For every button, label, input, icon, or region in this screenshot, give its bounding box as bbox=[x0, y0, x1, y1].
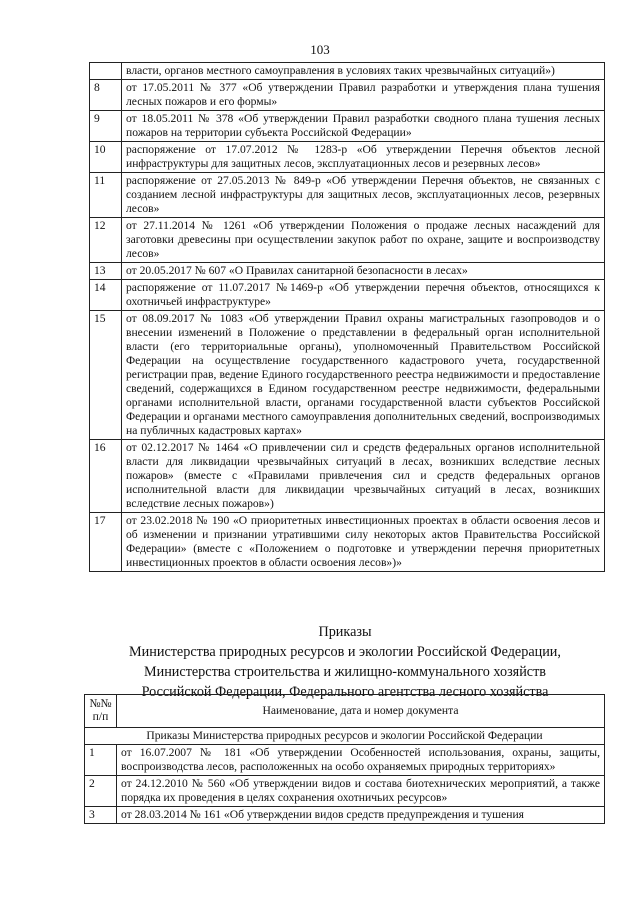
row-number: 10 bbox=[90, 142, 122, 173]
document-title: от 20.05.2017 № 607 «О Правилах санитарной безопасности в лесах» bbox=[122, 263, 605, 280]
table-row bbox=[85, 745, 605, 776]
row-number: 12 bbox=[90, 218, 122, 263]
ministry-orders-table bbox=[84, 694, 605, 824]
table-row bbox=[90, 173, 605, 218]
table-row bbox=[90, 513, 605, 572]
document-title: от 28.03.2014 № 161 «Об утверждении видов средств предупреждения и тушения bbox=[117, 807, 605, 824]
row-number: 2 bbox=[85, 776, 117, 807]
row-number: 1 bbox=[85, 745, 117, 776]
table-subheader-row bbox=[85, 728, 605, 745]
document-title: от 08.09.2017 № 1083 «Об утверждении Правил охраны магистральных газопроводов и о внесении изменений в Положение о представлении в федеральный орган исполнительной власти (его территориальные органы), уполномоченный Правительством Российской Федерации на осуществление государственного кадастрового учета, государственной регистрации прав, ведение Единого государственного реестра недвижимости и предоставление сведений, содержащихся в Едином государственном реестре недвижимости, федеральными органами исполнительной власти, органами государственной власти субъектов Российской Федерации и органами местного самоуправления дополнительных сведений, воспроизводимых на публичных кадастровых картах» bbox=[122, 311, 605, 440]
document-title: от 27.11.2014 № 1261 «Об утверждении Положения о продаже лесных насаждений для заготовки древесины при осуществлении закупок работ по охране, защите и воспроизводству лесов» bbox=[122, 218, 605, 263]
row-number: 11 bbox=[90, 173, 122, 218]
column-header-name: Наименование, дата и номер документа bbox=[117, 695, 605, 728]
column-header-number: №№ п/п bbox=[85, 695, 117, 728]
table-row bbox=[90, 440, 605, 513]
document-title: от 16.07.2007 № 181 «Об утверждении Особенностей использования, охраны, защиты, воспроизводства лесов, расположенных на особо охраняемых природных территориях» bbox=[117, 745, 605, 776]
table-row bbox=[85, 807, 605, 824]
government-decrees-table bbox=[89, 62, 605, 572]
table-row bbox=[90, 311, 605, 440]
table-row bbox=[85, 776, 605, 807]
row-number: 3 bbox=[85, 807, 117, 824]
table-row bbox=[90, 218, 605, 263]
table-row bbox=[90, 80, 605, 111]
document-title: распоряжение от 11.07.2017 №1469-р «Об утверждении перечня объектов, относящихся к охотничьей инфраструктуре» bbox=[122, 280, 605, 311]
document-title: от 02.12.2017 № 1464 «О привлечении сил и средств федеральных органов исполнительной власти для ликвидации чрезвычайных ситуаций в лесах, возникших вследствие лесных пожаров» (вместе с «Правилами привлечения сил и средств федеральных органов исполнительной власти для ликвидации чрезвычайных ситуаций в лесах, возникших вследствие лесных пожаров») bbox=[122, 440, 605, 513]
row-number bbox=[90, 63, 122, 80]
row-number: 17 bbox=[90, 513, 122, 572]
table-subheader: Приказы Министерства природных ресурсов и экологии Российской Федерации bbox=[85, 728, 605, 745]
document-title: распоряжение от 17.07.2012 № 1283-р «Об утверждении Перечня объектов лесной инфраструктуры для защитных лесов, эксплуатационных лесов и резервных лесов» bbox=[122, 142, 605, 173]
document-title: распоряжение от 27.05.2013 № 849-р «Об утверждении Перечня объектов, не связанных с созданием лесной инфраструктуры для защитных лесов, эксплуатационных лесов, резервных лесов» bbox=[122, 173, 605, 218]
table-row bbox=[90, 263, 605, 280]
document-title: власти, органов местного самоуправления в условиях таких чрезвычайных ситуаций») bbox=[122, 63, 605, 80]
row-number: 14 bbox=[90, 280, 122, 311]
table-header-row bbox=[85, 695, 605, 728]
page-number: 103 bbox=[310, 42, 330, 57]
table-row bbox=[90, 63, 605, 80]
document-title: от 24.12.2010 № 560 «Об утверждении видов и состава биотехнических мероприятий, а также порядка их проведения в целях сохранения охотничьих ресурсов» bbox=[117, 776, 605, 807]
table-row bbox=[90, 280, 605, 311]
row-number: 13 bbox=[90, 263, 122, 280]
row-number: 8 bbox=[90, 80, 122, 111]
section-subtitle-line: Министерства природных ресурсов и экологии Российской Федерации, bbox=[129, 644, 561, 660]
section-subtitle-line: Российской Федерации, Федерального агентства лесного хозяйства bbox=[141, 684, 549, 700]
row-number: 16 bbox=[90, 440, 122, 513]
section-heading bbox=[80, 622, 610, 702]
row-number: 15 bbox=[90, 311, 122, 440]
table-row bbox=[90, 111, 605, 142]
document-title: от 23.02.2018 № 190 «О приоритетных инвестиционных проектах в области освоения лесов и об изменении и признании утратившими силу некоторых актов Правительства Российской Федерации» (вместе с «Положением о подготовке и утверждении перечня приоритетных инвестиционных проектов в области освоения лесов»)» bbox=[122, 513, 605, 572]
document-title: от 18.05.2011 № 378 «Об утверждении Правил разработки сводного плана тушения лесных пожаров на территории субъекта Российской Федерации» bbox=[122, 111, 605, 142]
row-number: 9 bbox=[90, 111, 122, 142]
section-title: Приказы bbox=[318, 624, 372, 640]
section-subtitle-line: Министерства строительства и жилищно-коммунального хозяйств bbox=[144, 664, 546, 680]
document-title: от 17.05.2011 № 377 «Об утверждении Правил разработки и утверждения плана тушения лесных пожаров и его формы» bbox=[122, 80, 605, 111]
table-row bbox=[90, 142, 605, 173]
